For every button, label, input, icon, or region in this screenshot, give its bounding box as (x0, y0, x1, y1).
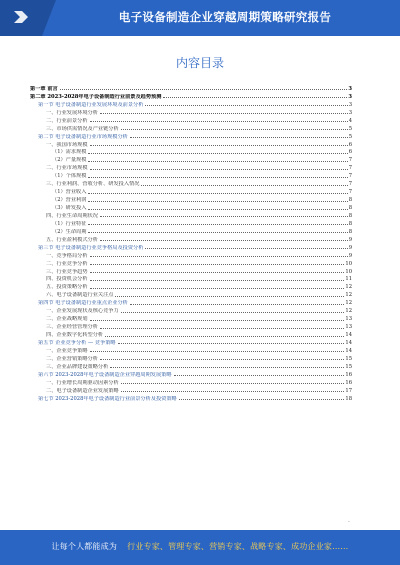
toc-entry[interactable] (30, 267, 352, 275)
report-title: 电子设备制造企业穿越周期策略研究报告 (118, 10, 332, 24)
toc-entry-title: 第五节 企业竞争分析 — 竞争策略 (38, 339, 116, 346)
toc-entry-page: 3 (348, 85, 352, 92)
toc-entry[interactable] (30, 187, 352, 195)
toc-entry-title: （2）产量规模 (52, 157, 87, 164)
toc-leader-dots (115, 296, 344, 297)
toc-leader-dots (88, 161, 347, 162)
toc-entry-page: 8 (348, 205, 352, 211)
toc-entry-title: 第一节 电子设备制造行业发展环境及前景分析 (38, 101, 144, 108)
toc-entry-title: 二、企业战略规划 (46, 316, 88, 323)
footer-slogan-highlight: 行业专家、管理专家、营销专家、战略专家、成功企业家…… (127, 542, 349, 551)
toc-entry-title: 第七节 2023-2028年电子设备制造行业前景分析及投资策略 (38, 395, 177, 402)
toc-entry[interactable] (30, 195, 352, 203)
toc-entry[interactable] (30, 155, 352, 163)
toc-entry[interactable] (30, 298, 352, 306)
toc-leader-dots (105, 336, 344, 337)
toc-entry-page: 9 (348, 236, 352, 243)
toc-leader-dots (100, 359, 345, 360)
toc-entry[interactable] (30, 314, 352, 322)
toc-entry-title: 一、竞争格局分析 (46, 252, 88, 259)
toc-entry-title: 四、行业生命周期状况 (46, 212, 98, 219)
toc-leader-dots (145, 248, 347, 249)
toc-entry[interactable] (30, 140, 352, 148)
toc-leader-dots (121, 383, 345, 384)
toc-entry-title: （1）行业特征 (52, 220, 87, 227)
toc-entry-title: 四、投资机会分析 (46, 276, 88, 283)
toc-leader-dots (88, 153, 347, 154)
toc-entry-title: 三、行业竞争趋势 (46, 268, 88, 275)
toc-entry-page: 3 (348, 109, 352, 116)
toc-entry-page: 17 (345, 387, 352, 394)
toc-entry-page: 5 (348, 133, 352, 140)
toc-entry-page: 16 (345, 379, 352, 386)
toc-leader-dots (88, 209, 347, 210)
toc-entry[interactable] (30, 282, 352, 290)
toc-entry[interactable] (30, 203, 352, 211)
toc-leader-dots (121, 312, 345, 313)
toc-entry[interactable] (30, 163, 352, 171)
toc-entry-title: （3）研发投入 (52, 205, 87, 211)
toc-entry-page: 8 (348, 228, 352, 235)
toc-entry[interactable] (30, 132, 352, 140)
toc-leader-dots (90, 288, 345, 289)
toc-entry[interactable] (30, 370, 352, 378)
toc-entry[interactable] (30, 306, 352, 314)
footer-slogan (0, 541, 400, 552)
toc-leader-dots (90, 145, 348, 146)
toc-leader-dots (88, 232, 347, 233)
toc-leader-dots (100, 240, 348, 241)
toc-leader-dots (179, 399, 345, 400)
toc-entry-title: 二、行业市场规模 (46, 165, 88, 172)
toc-entry-title: 一、行业发展环境分析 (46, 109, 98, 116)
toc-entry-title: 二、行业前景分析 (46, 117, 88, 124)
toc-entry-page: 15 (345, 363, 352, 370)
toc-leader-dots (90, 320, 345, 321)
toc-entry[interactable] (30, 290, 352, 298)
toc-entry-page: 13 (345, 324, 352, 331)
toc-entry-page: 7 (348, 157, 352, 164)
toc-entry-page: 7 (348, 181, 352, 188)
toc-entry[interactable] (30, 275, 352, 283)
toc-entry-page: 7 (348, 165, 352, 172)
toc-entry-page: 15 (345, 355, 352, 362)
toc-entry[interactable] (30, 251, 352, 259)
footer-slogan-lead: 让每个人都能成为 (51, 542, 118, 551)
toc-entry-page: 8 (348, 197, 352, 204)
toc-leader-dots (60, 89, 348, 90)
toc-leader-dots (100, 328, 345, 329)
toc-entry-page: 9 (348, 252, 352, 259)
toc-entry[interactable] (30, 378, 352, 386)
toc-entry[interactable] (30, 338, 352, 346)
toc-entry-title: 第二节 电子设备制造行业市场规模分析 (38, 133, 128, 140)
toc-entry[interactable] (30, 235, 352, 243)
toc-entry-page: 3 (348, 93, 352, 100)
toc-entry-title: 第一章 前言 (30, 85, 58, 92)
toc-entry[interactable] (30, 394, 352, 402)
toc-leader-dots (90, 280, 345, 281)
toc-leader-dots (90, 169, 348, 170)
report-header (0, 0, 400, 36)
report-footer (0, 530, 400, 565)
toc-leader-dots (90, 121, 348, 122)
toc-entry[interactable] (30, 219, 352, 227)
toc-leader-dots (145, 105, 347, 106)
toc-entry-title: 二、企业营销策略分析 (46, 355, 98, 362)
toc-entry-page: 11 (345, 276, 352, 283)
toc-leader-dots (118, 343, 345, 344)
toc-entry-title: 三、企业品牌建设策略分析 (46, 363, 109, 370)
toc-leader-dots (110, 367, 344, 368)
toc-leader-dots (100, 113, 348, 114)
toc-entry-page: 6 (348, 149, 352, 156)
toc-leader-dots (130, 137, 348, 138)
toc-entry[interactable] (30, 179, 352, 187)
page-marker: . (348, 517, 350, 524)
toc-leader-dots (130, 304, 345, 305)
toc-entry[interactable] (30, 259, 352, 267)
toc-entry-title: 一、企业竞争策略 (46, 347, 88, 354)
toc-entry-page: 18 (345, 395, 352, 402)
toc-entry-page: 3 (348, 101, 352, 108)
toc-leader-dots (141, 185, 347, 186)
toc-entry[interactable] (30, 84, 352, 92)
toc-leader-dots (90, 351, 345, 352)
toc-entry-page: 16 (345, 371, 352, 378)
toc-entry-title: 一、企业发展现状及核心竞争力 (46, 308, 119, 315)
toc-entry-title: （1）需求规模 (52, 149, 87, 156)
toc-entry-title: 第四节 电子设备制造行业重点企业分析 (38, 300, 128, 307)
toc-entry-title: 一、我国市场规模 (46, 141, 88, 148)
toc-entry-title: 三、市场供需情况及产业链分析 (46, 125, 119, 132)
logo-badge (0, 0, 42, 36)
toc-leader-dots (174, 375, 345, 376)
toc-entry-title: 第三节 电子设备制造行业竞争格局及投资分析 (38, 244, 144, 251)
toc-entry-title: （2）生命周期 (52, 228, 87, 235)
toc-entry-title: 二、行业竞争分析 (46, 260, 88, 267)
toc-entry[interactable] (30, 243, 352, 251)
toc-entry-page: 9 (348, 244, 352, 251)
toc-entry-page: 8 (348, 220, 352, 227)
toc-entry[interactable] (30, 148, 352, 156)
toc-leader-dots (88, 177, 347, 178)
toc-entry-page: 12 (345, 300, 352, 307)
toc-entry-page: 8 (348, 212, 352, 219)
table-of-contents (30, 84, 352, 402)
toc-entry-title: 一、行业增长周期驱动因素分析 (46, 379, 119, 386)
toc-entry-page: 5 (348, 125, 352, 132)
toc-leader-dots (88, 201, 347, 202)
toc-entry[interactable] (30, 124, 352, 132)
toc-entry[interactable] (30, 108, 352, 116)
toc-entry-title: 六、电子设备制造行业关注点 (46, 292, 114, 299)
toc-entry-page: 13 (345, 316, 352, 323)
toc-leader-dots (90, 272, 345, 273)
toc-entry[interactable] (30, 346, 352, 354)
toc-entry-page: 4 (348, 117, 352, 124)
toc-entry-title: 二、电子设备制造企业发展策略 (46, 387, 119, 394)
toc-leader-dots (163, 97, 347, 98)
toc-entry-page: 14 (345, 347, 352, 354)
toc-leader-dots (90, 256, 348, 257)
toc-entry-title: （1）营业收入 (52, 189, 87, 196)
toc-leader-dots (100, 216, 348, 217)
toc-leader-dots (90, 264, 345, 265)
toc-entry-page: 7 (348, 173, 352, 180)
toc-entry-title: 四、企业数字化转型分析 (46, 332, 104, 338)
toc-entry[interactable] (30, 354, 352, 362)
toc-entry[interactable] (30, 211, 352, 219)
toc-entry-page: 14 (345, 332, 352, 338)
toc-entry[interactable] (30, 116, 352, 124)
toc-entry-page: 6 (348, 141, 352, 148)
toc-entry-page: 14 (345, 339, 352, 346)
toc-entry-page: 12 (345, 308, 352, 315)
toc-heading: 内容目录 (175, 56, 224, 70)
toc-leader-dots (121, 129, 348, 130)
toc-entry[interactable] (30, 322, 352, 330)
toc-entry-page: 10 (345, 260, 352, 267)
toc-entry[interactable] (30, 330, 352, 338)
toc-leader-dots (88, 224, 347, 225)
toc-entry-page: 12 (345, 284, 352, 291)
toc-entry[interactable] (30, 227, 352, 235)
toc-entry-title: 三、企业经营管理分析 (46, 324, 98, 331)
toc-entry-title: 五、行业盈利模式分析 (46, 236, 98, 243)
toc-entry[interactable] (30, 92, 352, 100)
toc-leader-dots (88, 193, 347, 194)
toc-entry-title: 第二章 2023-2028年电子设备制造行业前景及趋势预测 (30, 93, 162, 100)
toc-entry-title: 三、行业利润、营收分析、研发投入情况 (46, 181, 140, 188)
toc-entry-page: 12 (345, 292, 352, 299)
toc-entry[interactable] (30, 362, 352, 370)
toc-entry-title: （2）营业利润 (52, 197, 87, 204)
toc-entry-title: 第六节 2023-2028年电子设备制造企业穿越周期发展策略 (38, 371, 172, 378)
toc-entry-title: （1）个体规模 (52, 173, 87, 180)
toc-entry[interactable] (30, 100, 352, 108)
toc-entry[interactable] (30, 171, 352, 179)
logo-icon (12, 8, 30, 26)
toc-entry-title: 五、投资策略分析 (46, 284, 88, 291)
toc-entry-page: 7 (348, 189, 352, 196)
toc-leader-dots (121, 391, 345, 392)
toc-entry[interactable] (30, 386, 352, 394)
toc-entry-page: 10 (345, 268, 352, 275)
